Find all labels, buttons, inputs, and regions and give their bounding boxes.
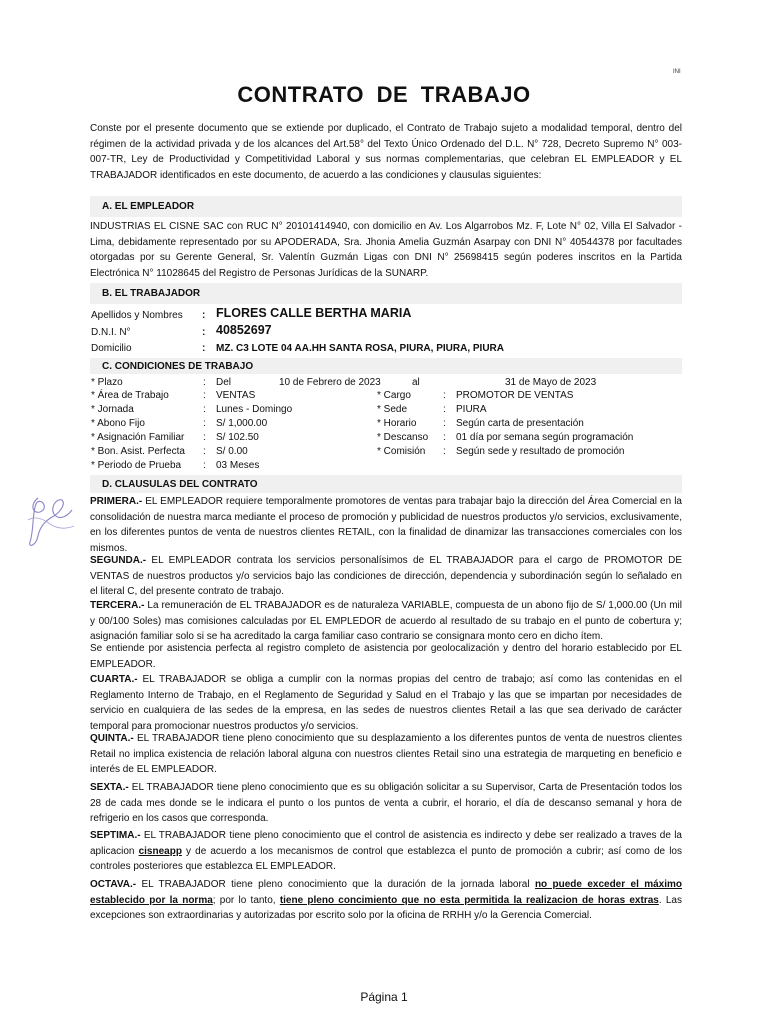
clause-text: EL EMPLEADOR contrata los servicios personalísimos de EL TRABAJADOR para el cargo de PROMOTOR DE VENTAS de nuestros productos y/o servicios bajo las condiciones de dirección, dependencia y subordinación según lo señalado en el literal C, del presente contrato de trabajo. [90,555,682,597]
colon: : [202,343,206,354]
clause-sexta [90,780,682,827]
plazo-label: * Plazo [91,377,123,388]
worker-name: FLORES CALLE BERTHA MARIA [216,306,412,320]
clause-text: EL TRABAJADOR tiene pleno conocimiento que el control de asistencia es indirecto y debe ser realizado a traves de la aplicacion [90,830,682,857]
section-c-header: C. CONDICIONES DE TRABAJO [90,358,682,374]
page-title: CONTRATO DE TRABAJO [237,82,531,107]
colon: : [443,418,446,429]
colon: : [443,432,446,443]
clause-text: La remuneración de EL TRABAJADOR es de naturaleza VARIABLE, compuesta de un abono fijo de S/ 1,000.00 (Un mil y 00/100 Soles) mas comisiones calculadas por EL EMPLEDOR de acuerdo al resultado de su trabajo en el punto de cobertura y; asignación familiar solo si se ha acreditado la carga familiar caso contrario se consignara monto cero en dicho ítem. [90,600,682,642]
name-label: Apellidos y Nombres [91,310,183,321]
colon: : [443,446,446,457]
colon: : [203,432,206,443]
clause-heading: SEGUNDA.- [90,555,147,566]
worker-dni: 40852697 [216,323,272,337]
cond-label: * Área de Trabajo [91,390,169,401]
handwritten-signature [20,490,80,550]
cond-value: Según carta de presentación [456,418,584,429]
plazo-al: al [412,377,420,388]
cond-value: VENTAS [216,390,256,401]
worker-address: MZ. C3 LOTE 04 AA.HH SANTA ROSA, PIURA, PIURA, PIURA [216,343,504,354]
clause-segunda [90,553,682,600]
clause-text: EL TRABAJADOR se obliga a cumplir con la normas propias del centro de trabajo; así como las contenidas en el Reglamento Interno de Trabajo, en el Reglamento de Seguridad y Salud en el Trabajo y las que se impartan por necesidades de servicio en cualquiera de las sedes de la empresa, en las sedes de nuestros clientes Retail a las que sea derivado de carácter temporal para promocionar nuestros productos y/o servicios. [90,674,682,732]
colon: : [443,404,446,415]
colon: : [203,377,206,388]
employer-paragraph: INDUSTRIAS EL CISNE SAC con RUC N° 20101414940, con domicilio en Av. Los Algarrobos Mz. F, Lote N° 02, Villa El Salvador - Lima, debidamente representado por su APODERADA, Sra. Jhonia Amelia Guzmán Asarpay con DNI N° 40544378 por facultades otorgadas por su Gerente General, Sr. Valentín Guzmán Ligas con DNI N° 25698415 según poderes inscritos en la Partida Electrónica N° 11028645 del Registro de Personas Jurídicas de la SUNARP. [90,221,682,279]
cond-value: S/ 0.00 [216,446,248,457]
cond-label: * Comisión [377,446,426,457]
cond-label: * Periodo de Prueba [91,460,182,471]
cond-label: * Bon. Asist. Perfecta [91,446,185,457]
intro-paragraph: Conste por el presente documento que se extiende por duplicado, el Contrato de Trabajo sujeto a modalidad temporal, dentro del régimen de la actividad privada y de los alcances del Art.58° del Texto Único Ordenado del D.L. N° 728, Decreto Supremo N° 003-007-TR, Ley de Productividad y Competitividad Laboral y sus normas complementarias, que celebran EL EMPLEADOR y EL TRABAJADOR identificados en este documento, de acuerdo a las condiciones y clausulas siguientes: [90,123,682,181]
clause-heading: QUINTA.- [90,733,134,744]
colon: : [443,390,446,401]
cond-label: * Asignación Familiar [91,432,185,443]
cond-value: Lunes - Domingo [216,404,293,415]
app-name: cisneapp [138,845,182,857]
clause-tercera [90,598,682,645]
page-number: Página 1 [360,990,408,1004]
cond-value: S/ 102.50 [216,432,259,443]
section-d-header: D. CLAUSULAS DEL CONTRATO [90,475,682,493]
colon: : [202,310,206,321]
clause-octava [90,877,682,924]
colon: : [203,460,206,471]
colon: : [203,418,206,429]
colon: : [203,404,206,415]
cond-value: PIURA [456,404,487,415]
cond-value: 03 Meses [216,460,260,471]
plazo-to: 31 de Mayo de 2023 [505,377,597,388]
section-a-header: A. EL EMPLEADOR [90,196,682,217]
clause-text: EL TRABAJADOR tiene pleno conocimiento que su desplazamiento a los diferentes puntos de venta de nuestros clientes Retail no implica existencia de relación laboral alguna con nuestros clientes Retail sino una estrategia de marqueting en beneficio e interés de EL EMPLEADOR. [90,733,682,775]
cond-label: * Abono Fijo [91,418,145,429]
clause-text: y de acuerdo a los mecanismos de control que establezca el punto de promoción a cubrir; así como de los controles posteriores que establezca EL EMPLEADOR. [90,845,682,872]
colon: : [202,327,206,338]
plazo-del: Del [216,377,232,388]
clause-text: EL TRABAJADOR tiene pleno conocimiento que es su obligación solicitar a su Supervisor, Carta de Presentación todos los 28 de cada mes donde se le indicara el punto o los puntos de venta a cubrir, el horario, el día de descanso semanal y hora de refrigerio en los casos que corresponda. [90,782,682,824]
clause-heading: CUARTA.- [90,674,138,685]
clause-tercera-b: Se entiende por asistencia perfecta al registro completo de asistencia por geolocalización y dentro del horario establecido por EL EMPLEADOR. [90,643,682,670]
domicilio-label: Domicilio [91,343,132,354]
cond-label: * Jornada [91,404,134,415]
plazo-from: 10 de Febrero de 2023 [279,377,381,388]
colon: : [203,446,206,457]
clause-text: EL EMPLEADOR requiere temporalmente promotores de ventas para trabajar bajo la dirección del Área Comercial en la consolidación de nuestra marca mediante el proceso de promoción y publicidad de nuestros productos y/o servicios, exclusivamente, en los diferentes puntos de venta de nuestros clientes RETAIL, con la finalidad de dinamizar las transacciones comerciales con los mismos. [90,496,682,554]
corner-mark: INI [673,69,681,75]
cond-value: PROMOTOR DE VENTAS [456,390,574,401]
underlined-text: no puede exceder el máximo establecido por la norma [90,879,682,906]
clause-heading: SEXTA.- [90,782,129,793]
clause-septima [90,828,682,875]
cond-label: * Sede [377,404,408,415]
cond-value: S/ 1,000.00 [216,418,268,429]
clause-text: . Las excepciones son extraordinarias y autorizadas por escrito solo por la oficina de RRHH y/o la Gerencia Comercial. [90,894,682,921]
clause-heading: SEPTIMA.- [90,830,141,841]
cond-label: * Horario [377,418,417,429]
clause-heading: OCTAVA.- [90,879,137,890]
clause-cuarta [90,672,682,734]
cond-label: * Descanso [377,432,429,443]
clause-text: EL TRABAJADOR tiene pleno conocimiento que la duración de la jornada laboral [136,879,535,890]
clause-heading: TERCERA.- [90,600,145,611]
clause-quinta [90,731,682,778]
clause-primera [90,494,682,556]
underlined-text: tiene pleno concimiento que no esta permitida la realizacion de horas extras [279,894,659,906]
dni-label: D.N.I. N° [91,327,131,338]
clause-text: ; por lo tanto, [212,894,280,906]
cond-value: Según sede y resultado de promoción [456,446,625,457]
cond-label: * Cargo [377,390,411,401]
colon: : [203,390,206,401]
section-b-header: B. EL TRABAJADOR [90,283,682,304]
clause-heading: PRIMERA.- [90,496,143,507]
cond-value: 01 día por semana según programación [456,432,634,443]
